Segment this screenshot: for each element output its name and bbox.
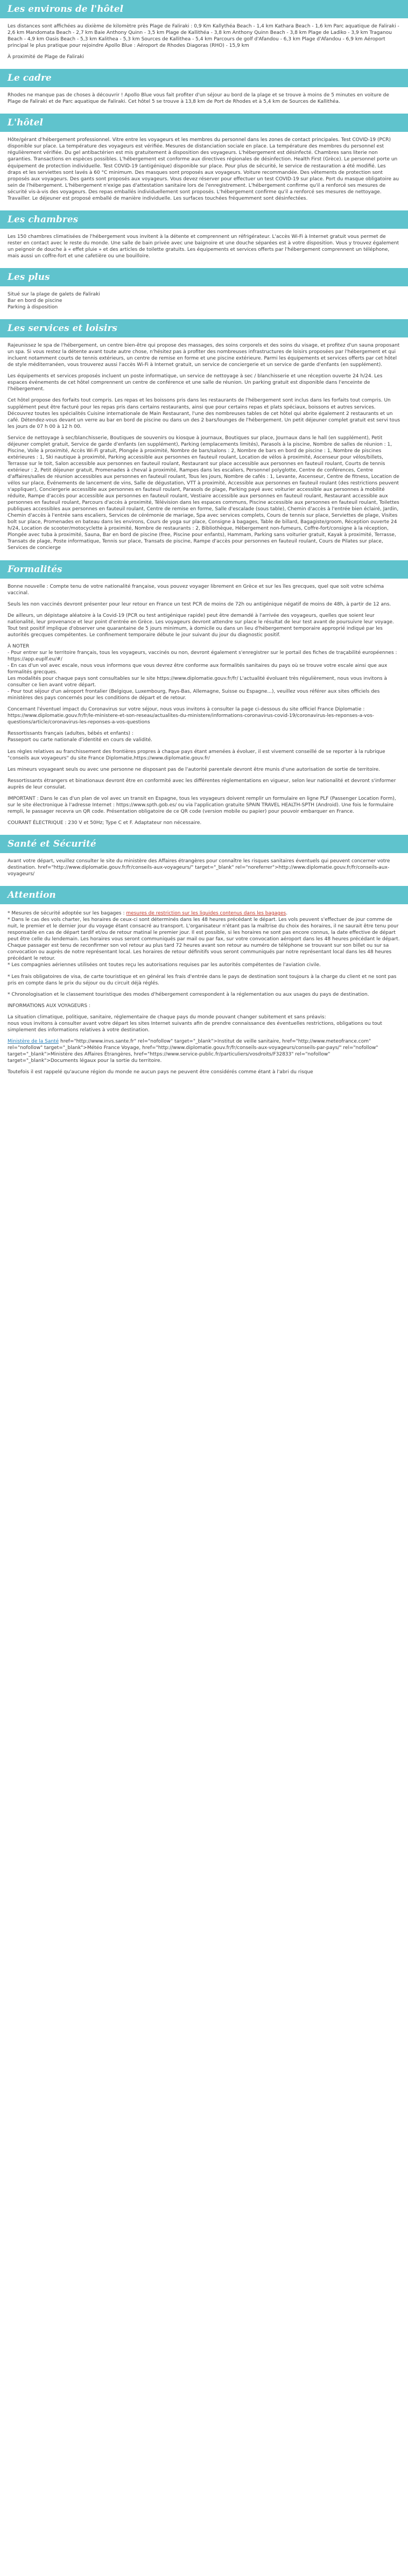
section-title-environs: Les environs de l'hôtel xyxy=(0,0,408,18)
hotel-text: Hôte/gérant d'hébergement professionnel. Vitre entre les voyageurs et les membres du personnel dans les zones de contact principales. Test COVID-19 (PCR) disponible sur place. La température des voyageurs est vérifiée. Mesures de distanciation sociale en place. La température des membres du personnel est régulièrement vérifiée. Du gel antibactérien est mis gratuitement à disposition des voyageurs. L'hébergement est désinfecté. Chambres sans literie non garanties. Transactions en espèces possibles. L'hébergement est conforme aux directives régionales de désinfection. Health First (Grèce). Le personnel porte un équipement de protection individuelle. Test COVID-19 (antigénique) disponible sur place. Pour plus de sécurité, le service de restauration a été modifié. Les draps et les serviettes sont lavés à 60 °C minimum. Des masques sont proposés aux voyageurs. Voiture recommandée. Des vêtements de protection sont proposés aux voyageurs. Des gants sont proposés aux voyageurs. Vous devez réserver pour effectuer un test COVID-19 sur place. Port du masque obligatoire au sein de l'hébergement. L'hébergement n'exige pas d'attestation sanitaire lors de l'enregistrement. L'hébergement confirme qu'il a renforcé ses mesures de sécurité vis-à-vis des voyageurs. Des repas emballés individuellement sont proposés. L'hébergement confirme qu'il a renforcé ses mesures de nettoyage. Travailler. Le déjeuner est proposé emballé de manière individuelle. Les surfaces touchées fréquemment sont désinfectées. xyxy=(8,137,399,201)
section-body-plus xyxy=(0,286,408,319)
section-title-attention: Attention xyxy=(0,886,408,904)
services-text-3: Cet hôtel propose des forfaits tout compris. Les repas et les boissons pris dans les restaurants de l'hébergement sont inclus dans les forfaits tout compris. Un supplément peut être facturé pour les repas pris dans certains restaurants, ainsi que pour certains repas et plats spéciaux, boissons et autres services. Découvrez toutes les spécialités Cuisine internationale de Main Restaurant, l'une des nombreuses tables de cet hôtel qui abrite également 2 restaurants et un café. Détendez-vous devant un verre au bar en bord de piscine ou dans un des 2 bars/lounges de l'hébergement. Un petit déjeuner complet gratuit est servi tous les jours de 07 h 00 à 12 h 00. xyxy=(8,398,400,430)
chambres-text: Les 150 chambres climatisées de l'hébergement vous invitent à la détente et comprennent un réfrigérateur. L'accès Wi-Fi à Internet gratuit vous permet de rester en contact avec le reste du monde. Une salle de bain privée avec une baignoire et une douche séparées est à votre disposition. Vous y trouvez également un peignoir de douche à « effet pluie » et des articles de toilette gratuits. Les équipements et services offerts par l'hébergement comprennent un téléphone, mais aussi un coffre-fort et une cafetière ou une bouilloire. xyxy=(8,234,399,259)
section-body-services xyxy=(0,337,408,560)
formalites-courant: COURANT ÉLECTRIQUE : 230 V et 50Hz; Type C et F. Adaptateur non nécessaire. xyxy=(8,820,202,826)
attention-intro xyxy=(8,910,400,968)
formalites-a-noter: À NOTER - Pour entrer sur le territoire français, tous les voyageurs, vaccinés ou non, devront également s'enregistrer sur le portail des fiches de traçabilité européennes : https://app.euplf.eu/#/ - En cas d'un vol avec escale, nous vous informons que vous devrez être conforme aux formalités sanitaires du pays où se trouve votre escale ainsi que aux formalités grecques. Les modalités pour chaque pays sont consultables sur le site https://www.diplomatie.gouv.fr/fr/ L'actualité évoluant très régulièrement, nous vous invitons à consulter ce lien avant votre départ. - Pour tout séjour d'un aéroport frontalier (Belgique, Luxembourg, Pays-Bas, Allemagne, Suisse ou Espagne...), veuillez vous référer aux sites officiels des ministères des pays concernés pour les conditions de départ et de retour. xyxy=(8,643,397,701)
ministere-sante-link[interactable]: Ministère de la Santé xyxy=(8,1038,59,1044)
formalites-text-2: Seuls les non vaccinés devront présenter pour leur retour en France un test PCR de moins de 72h ou antigénique négatif de moins de 48h, à partir de 12 ans. xyxy=(8,601,391,607)
liquids-restriction-link[interactable]: mesures de restriction sur les liquides contenus dans les bagages xyxy=(126,911,286,917)
section-title-hotel: L'hôtel xyxy=(0,114,408,132)
cadre-text: Rhodes ne manque pas de choses à découvrir ! Apollo Blue vous fait profiter d'un séjour au bord de la plage et se trouve à moins de 5 minutes en voiture de Plage de Faliraki et de Parc aquatique de Faliraki. Cet hôtel 5 se trouve à 13,8 km de Port de Rhodes et à 5,4 km de Sources de Kallithéa. xyxy=(8,93,389,105)
section-cadre xyxy=(0,69,408,114)
attention-links xyxy=(8,1038,400,1064)
formalites-text-3: De ailleurs, un dépistage aléatoire à la Covid-19 (PCR ou test antigénique rapide) peut être demandé à l'arrivée des voyageurs, quelles que soient leur nationalité, leur provenance et leur point d'entrée en Grèce. Les voyageurs devront attendre sur place le résultat de leur test avant de poursuivre leur voyage. Tout test positif implique d'observer une quarantaine de 5 jours minimum, à domicile ou dans un lieu d'hébergement temporaire approprié indiqué par les autorités grecques compétentes. Le confinement temporaire débute le jour suivant du jour du diagnostic positif. xyxy=(8,613,394,638)
hotel-info-page xyxy=(0,0,408,1084)
plus-list: Situé sur la plage de galets de Faliraki Bar en bord de piscine Parking à disposition xyxy=(8,291,100,311)
section-body-cadre xyxy=(0,87,408,114)
sante-text: Avant votre départ, veuillez consulter le site du ministère des Affaires étrangères pour connaître les risques sanitaires éventuels qui peuvent concerner votre destination. href="http://www.diplomatie.gouv.fr/fr/conseils-aux-voyageurs/" target="_blank" rel="noreferrer">http://www.diplomatie.gouv.fr/fr/conseils-aux-voyageurs/ xyxy=(8,858,390,877)
section-body-sante xyxy=(0,853,408,886)
section-sante xyxy=(0,835,408,886)
section-chambres xyxy=(0,210,408,268)
environs-nearby: À proximité de Plage de Faliraki xyxy=(8,54,85,60)
section-title-plus: Les plus xyxy=(0,268,408,286)
section-body-hotel xyxy=(0,132,408,210)
section-attention xyxy=(0,886,408,1084)
environs-text: Les distances sont affichées au dixième de kilomètre près Plage de Faliraki : 0,9 Km Kallythéa Beach - 1,4 km Kathara Beach - 1,6 km Parc aquatique de Faliraki - 2,6 km Mandomata Beach - 2,7 km Baie Anthony Quinn - 3,5 km Plage de Kallithéa - 3,8 km Anthony Quinn Beach - 3,8 km Plage de Ladiko - 3,9 km Traganou Beach - 4,9 km Oasis Beach - 5,3 km Kalithea - 5,3 km Sources de Kallithea - 5,4 km Parcours de golf d'Afandou - 6,3 km Plage d'Afandou - 6,9 km Aéroport principal le plus pratique pour rejoindre Apollo Blue : Aéroport de Rhodes Diagoras (RHO) - 15,9 km xyxy=(8,24,399,49)
section-body-chambres xyxy=(0,229,408,268)
section-body-attention xyxy=(0,904,408,1084)
section-hotel xyxy=(0,114,408,210)
formalites-coronavirus: Concernant l'éventuel impact du Coronavirus sur votre séjour, nous vous invitons à consulter la page ci-dessous du site officiel France Diplomatie : https://www.diplomatie.gouv.fr/fr/le-ministere-et-son-reseau/actualites-du-ministere/informations-coronavirus-covid-19/coronavirus-les-reponses-a-vos-questions/article/coronavirus-les-reponses-a-vos-questions xyxy=(8,707,374,726)
formalites-etrangers: Ressortissants étrangers et binationaux devront être en conformité avec les différentes réglementations en vigueur, selon leur nationalité et devront s'informer auprès de leur consulat. xyxy=(8,778,396,790)
formalites-mineurs: Les mineurs voyageant seuls ou avec une personne ne disposant pas de l'autorité parentale devront être munis d'une autorisation de sortie de territoire. xyxy=(8,766,381,772)
section-services xyxy=(0,319,408,560)
section-title-chambres: Les chambres xyxy=(0,210,408,229)
section-environs xyxy=(0,0,408,69)
formalites-important: IMPORTANT : Dans le cas d'un plan de vol avec un transit en Espagne, tous les voyageurs doivent remplir un formulaire en ligne PLF (Passenger Location Form), sur le site électronique à l'adresse Internet : https://www.spth.gob.es/ ou via l'application gratuite SPAIN TRAVEL HEALTH-SPTH (Android). Une fois le formulaire rempli, le passager recevra un QR code. Présentation obligatoire de ce QR code (version mobile ou papier) pour pouvoir embarquer en France. xyxy=(8,796,396,814)
attention-info-heading: INFORMATIONS AUX VOYAGEURS : xyxy=(8,1003,90,1009)
attention-visa: * Les frais obligatoires de visa, de carte touristique et en général les frais d'entrée dans le pays de destination sont toujours à la charge du client et ne sont pas pris en compte dans le prix du séjour ou du circuit déjà réglés. xyxy=(8,974,397,986)
attention-situation: La situation climatique, politique, sanitaire, réglementaire de chaque pays du monde pouvant changer subitement et sans préavis: nous vous invitons à consulter avant votre départ les sites Internet suivants afin de prendre connaissance des éventuelles restrictions, obligations ou tout simplement des informations relatives à votre destination. xyxy=(8,1014,382,1033)
formalites-regles: Les règles relatives au franchissement des frontières propres à chaque pays étant amenées à évoluer, il est vivement conseillé de se reporter à la rubrique "conseils aux voyageurs" du site France Diplomatie,https://www.diplomatie.gouv.fr/ xyxy=(8,749,385,761)
services-text-1: Rajeunissez le spa de l'hébergement, un centre bien-être qui propose des massages, des soins corporels et des soins du visage, et profitez d'un sauna proposant un spa. Si vous restez la détente avant toute autre chose, n'hésitez pas à profiter des nombreuses infrastructures de loisirs proposées par l'hébergement et qui incluent notamment courts de tennis extérieurs, un centre de remise en forme et une piscine extérieure. Parmi les équipements et services offerts par cet hôtel de style méditerranéen, vous trouverez aussi l'accès Wi-Fi à Internet gratuit, un service de conciergerie et un service de garde d'enfants (en supplément). xyxy=(8,343,400,368)
services-text-2: Les équipements et services proposés incluent un poste informatique, un service de nettoyage à sec / blanchisserie et une réception ouverte 24 h/24. Les espaces événements de cet hôtel comprennent un centre de conférence et une salle de réunion. Un parking gratuit est disponible dans l'enceinte de l'hébergement. xyxy=(8,374,383,392)
section-body-formalites xyxy=(0,579,408,835)
section-body-environs xyxy=(0,18,408,69)
attention-closing: Toutefois il est rappelé qu'aucune région du monde ne aucun pays ne peuvent être considérés comme étant à l'abri du risque xyxy=(8,1069,313,1075)
formalites-ressortissants: Ressortissants français (adultes, bébés et enfants) : Passeport ou carte nationale d'identité en cours de validité. xyxy=(8,731,152,743)
attention-intro-after: . * Dans le cas des vols charter, les horaires de ceux-ci sont déterminés dans les 48 heures précédant le départ. Les vols peuvent s'effectuer de jour comme de nuit, le premier et le dernier jour du voyage étant consacré au transport. L'organisateur n'étant pas la maîtrise du choix des horaires, il ne saurait être tenu pour responsable en cas de départ tardif et/ou de retour matinal le premier jour. Il est possible, si les horaires ne sont pas encore connus, la date effective de départ peut être celle du lendemain. Les horaires vous seront communiqués par mail ou par fax, sur votre convocation aéroport dans les 48 heures précédant le départ. Chaque passager est tenu de reconfirmer son vol retour au plus tard 72 heures avant son retour au numéro de téléphone se trouvant sur son billet ou sur sa convocation ou auprès de notre représentant local. Les horaires de retour définitifs vous seront communiqués par notre représentant local dans les 48 heures précédant le retour. * Les compagnies aériennes utilisées ont toutes reçu les autorisations requises par les autorités compétentes de l'aviation civile. xyxy=(8,911,400,968)
section-title-formalites: Formalités xyxy=(0,560,408,579)
section-title-cadre: Le cadre xyxy=(0,69,408,87)
formalites-text-1: Bonne nouvelle : Compte tenu de votre nationalité française, vous pouvez voyager librement en Grèce et sur les îles grecques, quel que soit votre schéma vaccinal. xyxy=(8,583,384,596)
attention-intro-before: * Mesures de sécurité adoptée sur les bagages : xyxy=(8,911,126,917)
section-title-sante: Santé et Sécurité xyxy=(0,835,408,853)
attention-classement: * Chronologisation et le classement touristique des modes d'hébergement correspondent à la réglementation ou aux usages du pays de destination. xyxy=(8,991,369,997)
section-title-services: Les services et loisirs xyxy=(0,319,408,337)
section-formalites xyxy=(0,560,408,835)
services-list: Service de nettoyage à sec/blanchisserie, Boutiques de souvenirs ou kiosque à journaux, Boutiques sur place, Journaux dans le hall (en supplément), Petit déjeuner complet gratuit, Service de garde d'enfants (en supplément), Parking (emplacements limités), Parasols à la piscine, Nombre de salles de réunion : 1, Piscine, Voile à proximité, Accès Wi-Fi gratuit, Plongée à proximité, Nombre de bars/salons : 2, Nombre de bars en bord de piscine : 1, Nombre de piscines extérieures : 1, Ski nautique à proximité, Parking accessible aux personnes en fauteuil roulant, Location de vélos à proximité, Ascenseur pour vélos/billets, Terrasse sur le toit, Salon accessible aux personnes en fauteuil roulant, Restaurant sur place accessible aux personnes en fauteuil roulant, Courts de tennis extérieur : 2, Petit déjeuner gratuit, Promenades à cheval à proximité, Rampes dans les escaliers, Personnel polyglotte, Centre de conférences, Centre d'affaires/salles de réunion accessibles aux personnes en fauteuil roulant, Tous les jours, Nombre de cafés : 1, Levante, Ascenseur, Centre de fitness, Location de vélos sur place, Événements de lancement de vins, Salle de dégustation, VTT à proximité, Accessible aux personnes en fauteuil roulant (des restrictions peuvent s'appliquer), Conciergerie accessible aux personnes en fauteuil roulant, Parasols de plage, Parking payé avec voiturier accessible aux personnes à mobilité réduite, Rampe d'accès pour accessible aux personnes en fauteuil roulant, Vestiaire accessible aux personnes en fauteuil roulant, Restaurant accessible aux personnes en fauteuil roulant, Parcours d'accès à proximité, Télévision dans les espaces communs, Piscine accessible aux personnes en fauteuil roulant, Toilettes publiques accessibles aux personnes en fauteuil roulant, Centre de remise en forme, Salle d'escalade (sous table), Chemin d'accès à l'entrée bien éclairé, Jardin, Chemin d'accès à l'entrée sans escaliers, Services de cérémonie de mariage, Spa avec services complets, Cours de tennis sur place, Serviettes de plage, Visites bolt sur place, Promenades en bateau dans les environs, Cours de yoga sur place, Consigne à bagages, Table de billard, Bagagiste/groom, Réception ouverte 24 h/24, Location de scooter/motocyclette à proximité, Nombre de restaurants : 2, Bibliothèque, Hébergement non-fumeurs, Coffre-fort/consigne à la réception, Plongée avec tuba à proximité, Sauna, Bar en bord de piscine (free, Piscine pour enfants), Hammam, Parking sans voiturier gratuit, Kayak à proximité, Terrasse, Transats de plage, Poste informatique, Tennis sur place, Transats de piscine, Rampe d'accès pour personnes en fauteuil roulant, Cours de Pilates sur place, Services de concierge xyxy=(8,435,399,551)
attention-links-rest: href="http://www.invs.sante.fr" rel="nofollow" target="_blank">Institut de veille sanitaire, href="http://www.meteofrance.com" rel="nofollow" target="_blank">Météo France Voyage, href="http://www.diplomatie.gouv.fr/fr/conseils-aux-voyageurs/conseils-par-pays/" rel="nofollow" target="_blank">Ministère des Affaires Étrangères, href="https://www.service-public.fr/particuliers/vosdroits/F32833" rel="nofollow" target="_blank">Documents légaux pour la sortie du territoire. xyxy=(8,1038,378,1064)
section-plus xyxy=(0,268,408,319)
